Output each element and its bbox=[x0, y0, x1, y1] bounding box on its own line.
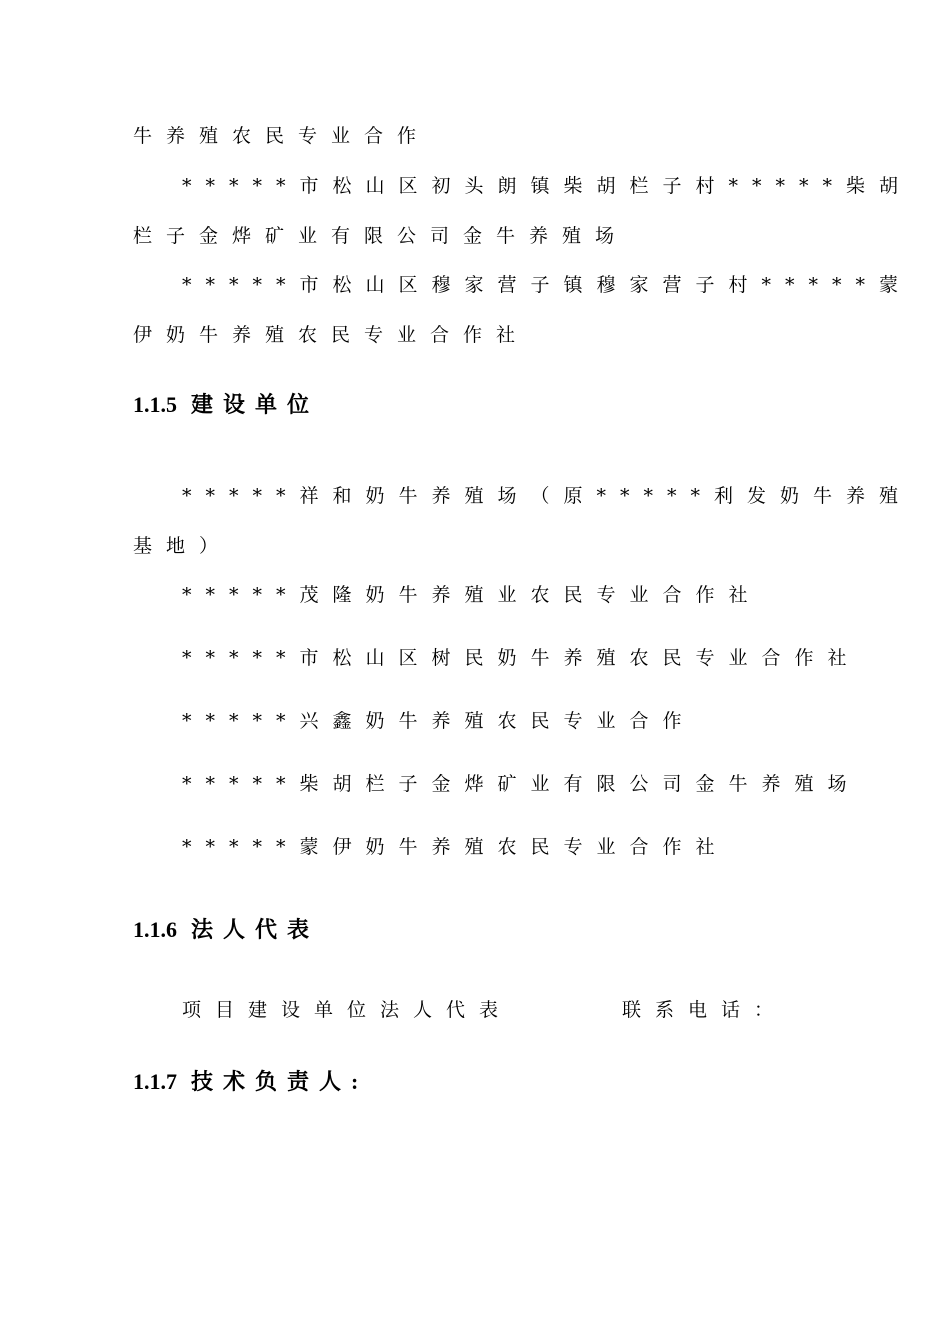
legal-rep-line bbox=[182, 998, 862, 1022]
section-title: 技术负责人: bbox=[191, 1069, 369, 1094]
location-line: 栏子金烨矿业有限公司金牛养殖场 bbox=[133, 225, 629, 247]
unit-item: *****市松山区树民奶牛养殖农民专业合作社 bbox=[182, 647, 861, 669]
unit-item: *****兴鑫奶牛养殖农民专业合作 bbox=[182, 710, 696, 732]
legal-rep-label: 项目建设单位法人代表 bbox=[182, 999, 513, 1021]
section-heading-1-1-5 bbox=[133, 392, 319, 418]
unit-item: *****茂隆奶牛养殖业农民专业合作社 bbox=[182, 584, 762, 606]
location-line: *****市松山区初头朗镇柴胡栏子村*****柴胡 bbox=[182, 175, 913, 197]
section-heading-1-1-6 bbox=[133, 917, 319, 943]
unit-item: *****蒙伊奶牛养殖农民专业合作社 bbox=[182, 836, 729, 858]
location-line: *****市松山区穆家营子镇穆家营子村*****蒙 bbox=[182, 274, 913, 296]
location-line: 伊奶牛养殖农民专业合作社 bbox=[133, 324, 530, 346]
location-line: 牛养殖农民专业合作 bbox=[133, 125, 431, 147]
section-number: 1.1.7 bbox=[133, 1069, 177, 1094]
section-title: 法人代表 bbox=[191, 917, 320, 942]
section-heading-1-1-7 bbox=[133, 1069, 368, 1095]
phone-label: 联系电话： bbox=[622, 999, 788, 1021]
section-number: 1.1.5 bbox=[133, 392, 177, 417]
unit-item: *****柴胡栏子金烨矿业有限公司金牛养殖场 bbox=[182, 773, 861, 795]
section-title: 建设单位 bbox=[191, 392, 320, 417]
section-number: 1.1.6 bbox=[133, 917, 177, 942]
unit-item: 基地） bbox=[133, 535, 233, 557]
unit-item: *****祥和奶牛养殖场（原*****利发奶牛养殖 bbox=[182, 485, 913, 507]
